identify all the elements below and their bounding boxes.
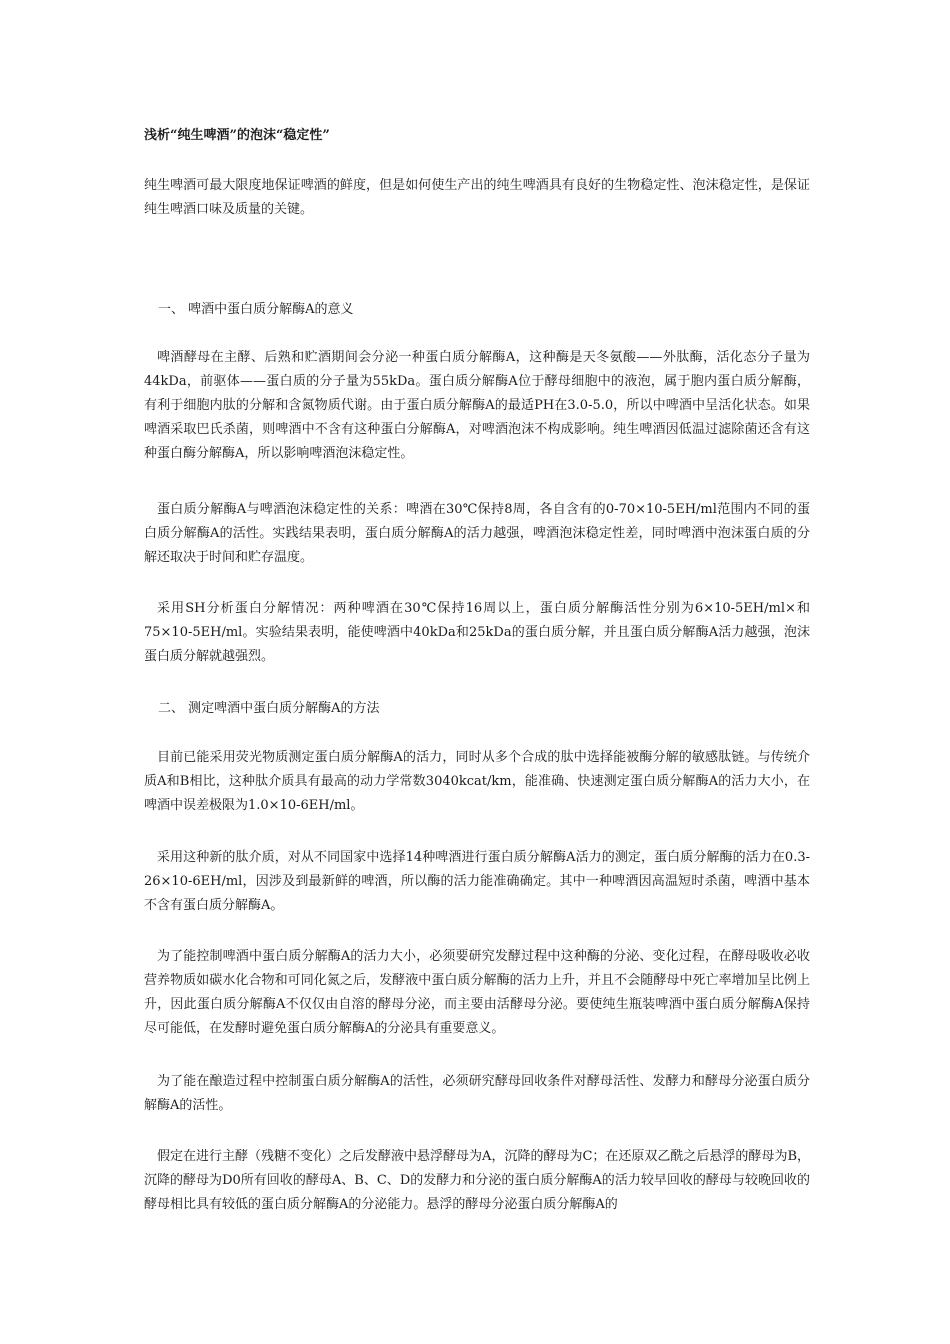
section1-paragraph-3: 采用SH分析蛋白分解情况：两种啤酒在30℃保持16周以上，蛋白质分解酶活性分别为6×10-5EH/ml×和75×10-5EH/ml。实验结果表明，能使啤酒中40kDa和25kDa的蛋白质分解，并且蛋白质分解酶A活力越强，泡沫蛋白质分解就越强烈。 (144, 601, 810, 664)
intro-paragraph: 纯生啤酒可最大限度地保证啤酒的鲜度，但是如何使生产出的纯生啤酒具有良好的生物稳定性、泡沫稳定性，是保证纯生啤酒口味及质量的关键。 (144, 178, 810, 217)
section2-paragraph-5: 假定在进行主酵（残糖不变化）之后发酵液中悬浮酵母为A，沉降的酵母为C；在还原双乙酰之后悬浮的酵母为B，沉降的酵母为D0所有回收的酵母A、B、C、D的发酵力和分泌的蛋白质分解酶A的活力较早回收的酵母与较晚回收的酵母相比具有较低的蛋白质分解酶A的分泌能力。悬浮的酵母分泌蛋白质分解酶A的 (144, 1149, 810, 1212)
document-title: 浅析“纯生啤酒”的泡沫“稳定性” (144, 128, 330, 143)
section2-paragraph-3: 为了能控制啤酒中蛋白质分解酶A的活力大小，必须要研究发酵过程中这种酶的分泌、变化过程，在酵母吸收必收营养物质如碳水化合物和可同化氮之后，发酵液中蛋白质分解酶的活力上升，并且不会随酵母中死亡率增加呈比例上升，因此蛋白质分解酶A不仅仅由自溶的酵母分泌，而主要由活酵母分泌。要使纯生瓶装啤酒中蛋白质分解酶A保持尽可能低，在发酵时避免蛋白质分解酶A的分泌具有重要意义。 (144, 949, 810, 1036)
section2-paragraph-1: 目前已能采用荧光物质测定蛋白质分解酶A的活力，同时从多个合成的肽中选择能被酶分解的敏感肽链。与传统介质A和B相比，这种肽介质具有最高的动力学常数3040kcat/km，能准确、快速测定蛋白质分解酶A的活力大小，在啤酒中误差极限为1.0×10-6EH/ml。 (144, 750, 810, 813)
section2-paragraph-4: 为了能在酿造过程中控制蛋白质分解酶A的活性，必须研究酵母回收条件对酵母活性、发酵力和酵母分泌蛋白质分解酶A的活性。 (144, 1074, 810, 1113)
section2-paragraph-2: 采用这种新的肽介质，对从不同国家中选择14种啤酒进行蛋白质分解酶A活力的测定，蛋白质分解酶的活力在0.3-26×10-6EH/ml，因涉及到最新鲜的啤酒，所以酶的活力能准确确定。其中一种啤酒因高温短时杀菌，啤酒中基本不含有蛋白质分解酶A。 (144, 850, 810, 913)
section1-heading: 一、 啤酒中蛋白质分解酶A的意义 (158, 302, 354, 317)
section2-heading: 二、 测定啤酒中蛋白质分解酶A的方法 (158, 701, 380, 716)
section1-paragraph-2: 蛋白质分解酶A与啤酒泡沫稳定性的关系：啤酒在30℃保持8周，各自含有的0-70×10-5EH/ml范围内不同的蛋白质分解酶A的活性。实践结果表明，蛋白质分解酶A的活力越强，啤酒泡沫稳定性差，同时啤酒中泡沫蛋白质的分解还取决于时间和贮存温度。 (144, 502, 810, 565)
section1-paragraph-1: 啤酒酵母在主酵、后熟和贮酒期间会分泌一种蛋白质分解酶A，这种酶是天冬氨酸——外肽酶，活化态分子量为44kDa，前驱体——蛋白质的分子量为55kDa。蛋白质分解酶A位于酵母细胞中的液泡，属于胞内蛋白质分解酶，有利于细胞内肽的分解和含氮物质代谢。由于蛋白质分解酶A的最适PH在3.0-5.0，所以中啤酒中呈活化状态。如果啤酒采取巴氏杀菌，则啤酒中不含有这种蛋白分解酶A，对啤酒泡沫不构成影响。纯生啤酒因低温过滤除菌还含有这种蛋白酶分解酶A，所以影响啤酒泡沫稳定性。 (144, 350, 810, 461)
